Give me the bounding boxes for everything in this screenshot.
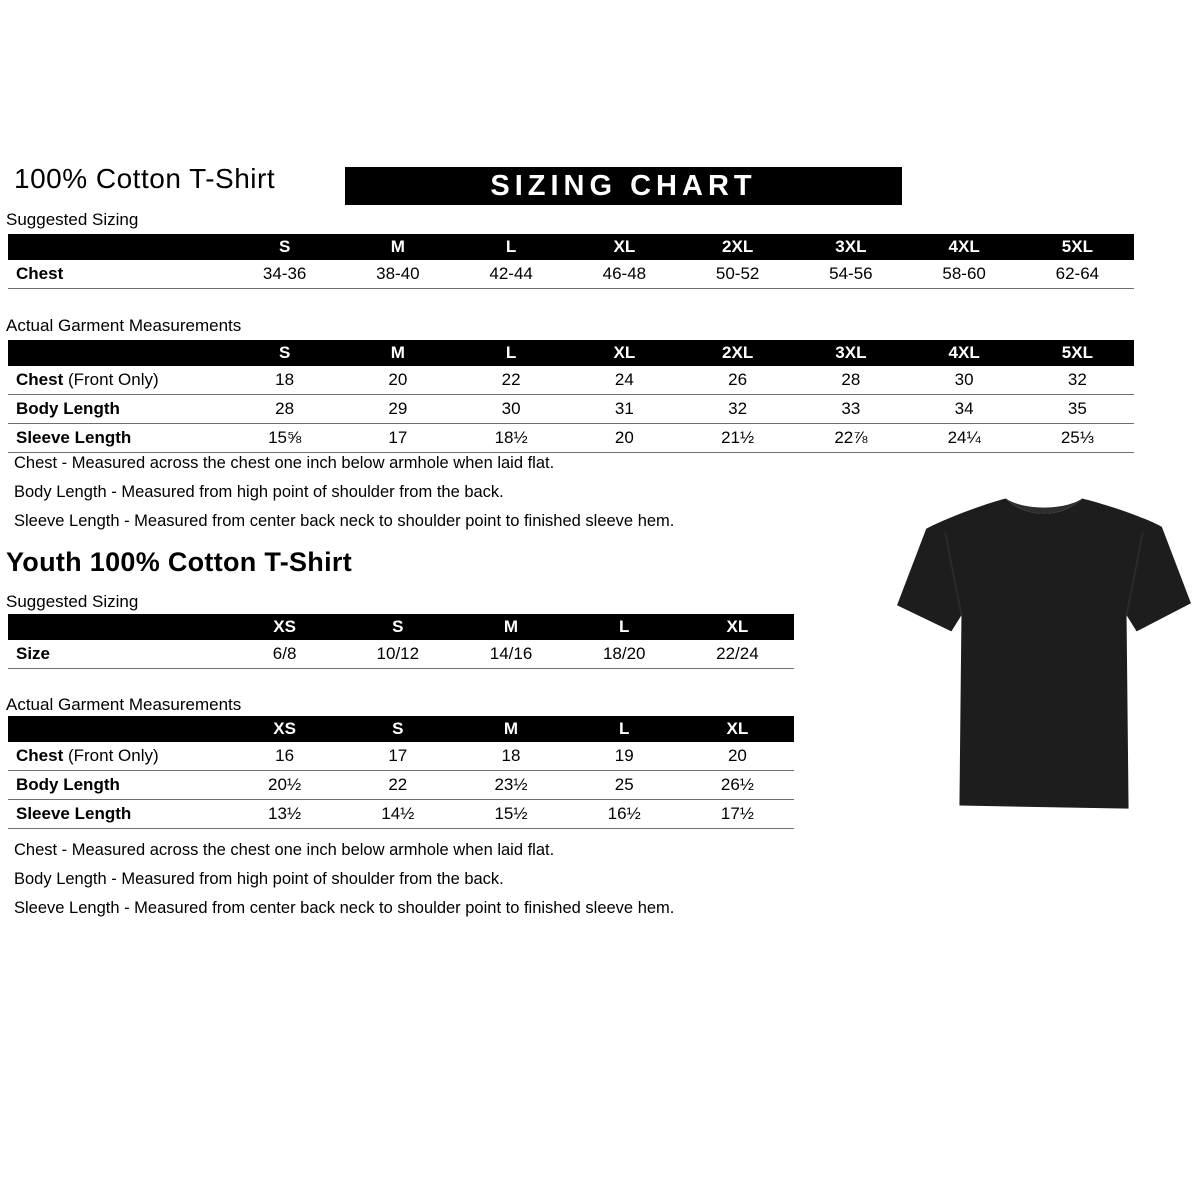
adult-actual-measurements-table bbox=[8, 340, 1134, 453]
measurement-note: Chest - Measured across the chest one inch below armhole when laid flat. bbox=[14, 841, 555, 859]
measurement-cell: 26½ bbox=[720, 775, 754, 794]
measurement-cell: 22⅞ bbox=[834, 428, 868, 447]
measurement-cell: 32 bbox=[1067, 370, 1087, 389]
row-label: Chest (Front Only) bbox=[16, 370, 159, 389]
size-column-header: S bbox=[392, 617, 404, 636]
measurement-cell: 22 bbox=[388, 775, 408, 794]
measurement-cell: 13½ bbox=[268, 804, 302, 823]
measurement-cell: 18½ bbox=[494, 428, 528, 447]
measurement-cell: 33 bbox=[841, 399, 861, 418]
measurement-cell: 15⅝ bbox=[268, 428, 302, 447]
row-label: Sleeve Length bbox=[16, 804, 132, 823]
measurement-note: Chest - Measured across the chest one inch below armhole when laid flat. bbox=[14, 454, 555, 472]
size-column-header: L bbox=[505, 237, 517, 256]
size-column-header: M bbox=[503, 719, 519, 738]
row-label: Body Length bbox=[16, 775, 120, 794]
size-column-header: S bbox=[278, 343, 291, 362]
size-column-header: XL bbox=[613, 343, 636, 362]
row-label: Chest (Front Only) bbox=[16, 746, 159, 765]
size-column-header: XL bbox=[613, 237, 636, 256]
size-column-header: M bbox=[390, 343, 405, 362]
table-header-row bbox=[8, 614, 794, 640]
table-row bbox=[8, 640, 794, 669]
measurement-cell: 25⅓ bbox=[1060, 428, 1094, 447]
size-column-header: XL bbox=[726, 719, 749, 738]
row-label: Size bbox=[16, 644, 51, 663]
measurement-cell: 58-60 bbox=[942, 264, 986, 283]
measurement-cell: 42-44 bbox=[489, 264, 533, 283]
size-column-header: L bbox=[619, 617, 630, 636]
measurement-cell: 46-48 bbox=[602, 264, 647, 283]
measurement-note: Sleeve Length - Measured from center back neck to shoulder point to finished sleeve hem. bbox=[14, 512, 675, 530]
measurement-cell: 54-56 bbox=[829, 264, 873, 283]
measurement-cell: 24¼ bbox=[947, 428, 981, 447]
tshirt-body-shape bbox=[897, 499, 1191, 809]
measurement-note: Body Length - Measured from high point of shoulder from the back. bbox=[14, 483, 504, 501]
size-column-header: 2XL bbox=[722, 237, 754, 256]
size-column-header: XL bbox=[726, 617, 749, 636]
size-column-header: S bbox=[278, 237, 291, 256]
youth-page-title: Youth 100% Cotton T-Shirt bbox=[6, 547, 352, 577]
adult-suggested-sizing-label: Suggested Sizing bbox=[6, 210, 139, 229]
table-row bbox=[8, 771, 794, 800]
measurement-cell: 17½ bbox=[720, 804, 754, 823]
size-column-header: 3XL bbox=[835, 237, 867, 256]
table-row bbox=[8, 366, 1134, 395]
measurement-cell: 22 bbox=[501, 370, 521, 389]
table-header-row bbox=[8, 340, 1134, 366]
size-column-header: 5XL bbox=[1061, 237, 1093, 256]
page-title: 100% Cotton T-Shirt bbox=[14, 163, 276, 194]
measurement-cell: 18 bbox=[275, 370, 295, 389]
measurement-cell: 29 bbox=[388, 399, 408, 418]
measurement-cell: 16½ bbox=[607, 804, 641, 823]
measurement-cell: 20 bbox=[727, 746, 747, 765]
measurement-note: Body Length - Measured from high point of shoulder from the back. bbox=[14, 870, 504, 888]
measurement-cell: 32 bbox=[728, 399, 748, 418]
size-column-header: 3XL bbox=[835, 343, 867, 362]
size-column-header: M bbox=[390, 237, 405, 256]
measurement-cell: 30 bbox=[954, 370, 974, 389]
measurement-cell: 14/16 bbox=[489, 644, 533, 663]
table-header-row bbox=[8, 234, 1134, 260]
size-column-header: S bbox=[392, 719, 404, 738]
measurement-cell: 18/20 bbox=[602, 644, 646, 663]
table-row bbox=[8, 260, 1134, 289]
row-label: Body Length bbox=[16, 399, 120, 418]
measurement-cell: 19 bbox=[614, 746, 634, 765]
measurement-cell: 31 bbox=[614, 399, 634, 418]
measurement-cell: 35 bbox=[1067, 399, 1087, 418]
measurement-cell: 18 bbox=[501, 746, 521, 765]
youth-suggested-sizing-label: Suggested Sizing bbox=[6, 592, 139, 611]
measurement-cell: 28 bbox=[275, 399, 295, 418]
youth-actual-measurements-table bbox=[8, 716, 794, 829]
measurement-cell: 17 bbox=[388, 428, 408, 447]
size-column-header: L bbox=[619, 719, 630, 738]
table-header-row bbox=[8, 716, 794, 742]
table-row bbox=[8, 800, 794, 829]
measurement-cell: 20½ bbox=[268, 775, 302, 794]
sizing-chart-banner: SIZING CHART bbox=[345, 167, 902, 205]
row-label: Chest bbox=[16, 264, 64, 283]
measurement-cell: 28 bbox=[841, 370, 861, 389]
size-column-header: XS bbox=[273, 719, 296, 738]
measurement-cell: 26 bbox=[728, 370, 748, 389]
measurement-cell: 38-40 bbox=[376, 264, 420, 283]
adult-actual-measurements-label: Actual Garment Measurements bbox=[6, 316, 242, 335]
black-tshirt-image bbox=[893, 472, 1195, 820]
measurement-cell: 24 bbox=[614, 370, 634, 389]
youth-actual-measurements-label: Actual Garment Measurements bbox=[6, 695, 242, 714]
size-column-header: XS bbox=[273, 617, 296, 636]
size-column-header: 4XL bbox=[948, 343, 980, 362]
measurement-cell: 20 bbox=[388, 370, 408, 389]
size-column-header: 2XL bbox=[722, 343, 754, 362]
measurement-cell: 25 bbox=[614, 775, 634, 794]
size-column-header: L bbox=[505, 343, 517, 362]
measurement-cell: 20 bbox=[614, 428, 634, 447]
measurement-cell: 16 bbox=[275, 746, 295, 765]
measurement-cell: 30 bbox=[501, 399, 521, 418]
youth-suggested-sizing-table bbox=[8, 614, 794, 669]
measurement-cell: 34 bbox=[954, 399, 974, 418]
size-column-header: 4XL bbox=[948, 237, 980, 256]
size-column-header: 5XL bbox=[1061, 343, 1093, 362]
measurement-cell: 34-36 bbox=[262, 264, 307, 283]
measurement-cell: 15½ bbox=[494, 804, 528, 823]
measurement-note: Sleeve Length - Measured from center back neck to shoulder point to finished sleeve hem. bbox=[14, 899, 675, 917]
table-row bbox=[8, 742, 794, 771]
measurement-cell: 10/12 bbox=[376, 644, 420, 663]
adult-suggested-sizing-table bbox=[8, 234, 1134, 289]
size-column-header: M bbox=[503, 617, 519, 636]
measurement-cell: 21½ bbox=[721, 428, 755, 447]
youth-measurement-notes bbox=[14, 836, 674, 923]
measurement-cell: 50-52 bbox=[715, 264, 760, 283]
adult-measurement-notes bbox=[14, 449, 674, 536]
measurement-cell: 62-64 bbox=[1055, 264, 1100, 283]
measurement-cell: 14½ bbox=[381, 804, 415, 823]
measurement-cell: 17 bbox=[388, 746, 408, 765]
measurement-cell: 22/24 bbox=[716, 644, 759, 663]
measurement-cell: 23½ bbox=[494, 775, 528, 794]
measurement-cell: 6/8 bbox=[272, 644, 297, 663]
table-row bbox=[8, 395, 1134, 424]
row-label: Sleeve Length bbox=[16, 428, 132, 447]
